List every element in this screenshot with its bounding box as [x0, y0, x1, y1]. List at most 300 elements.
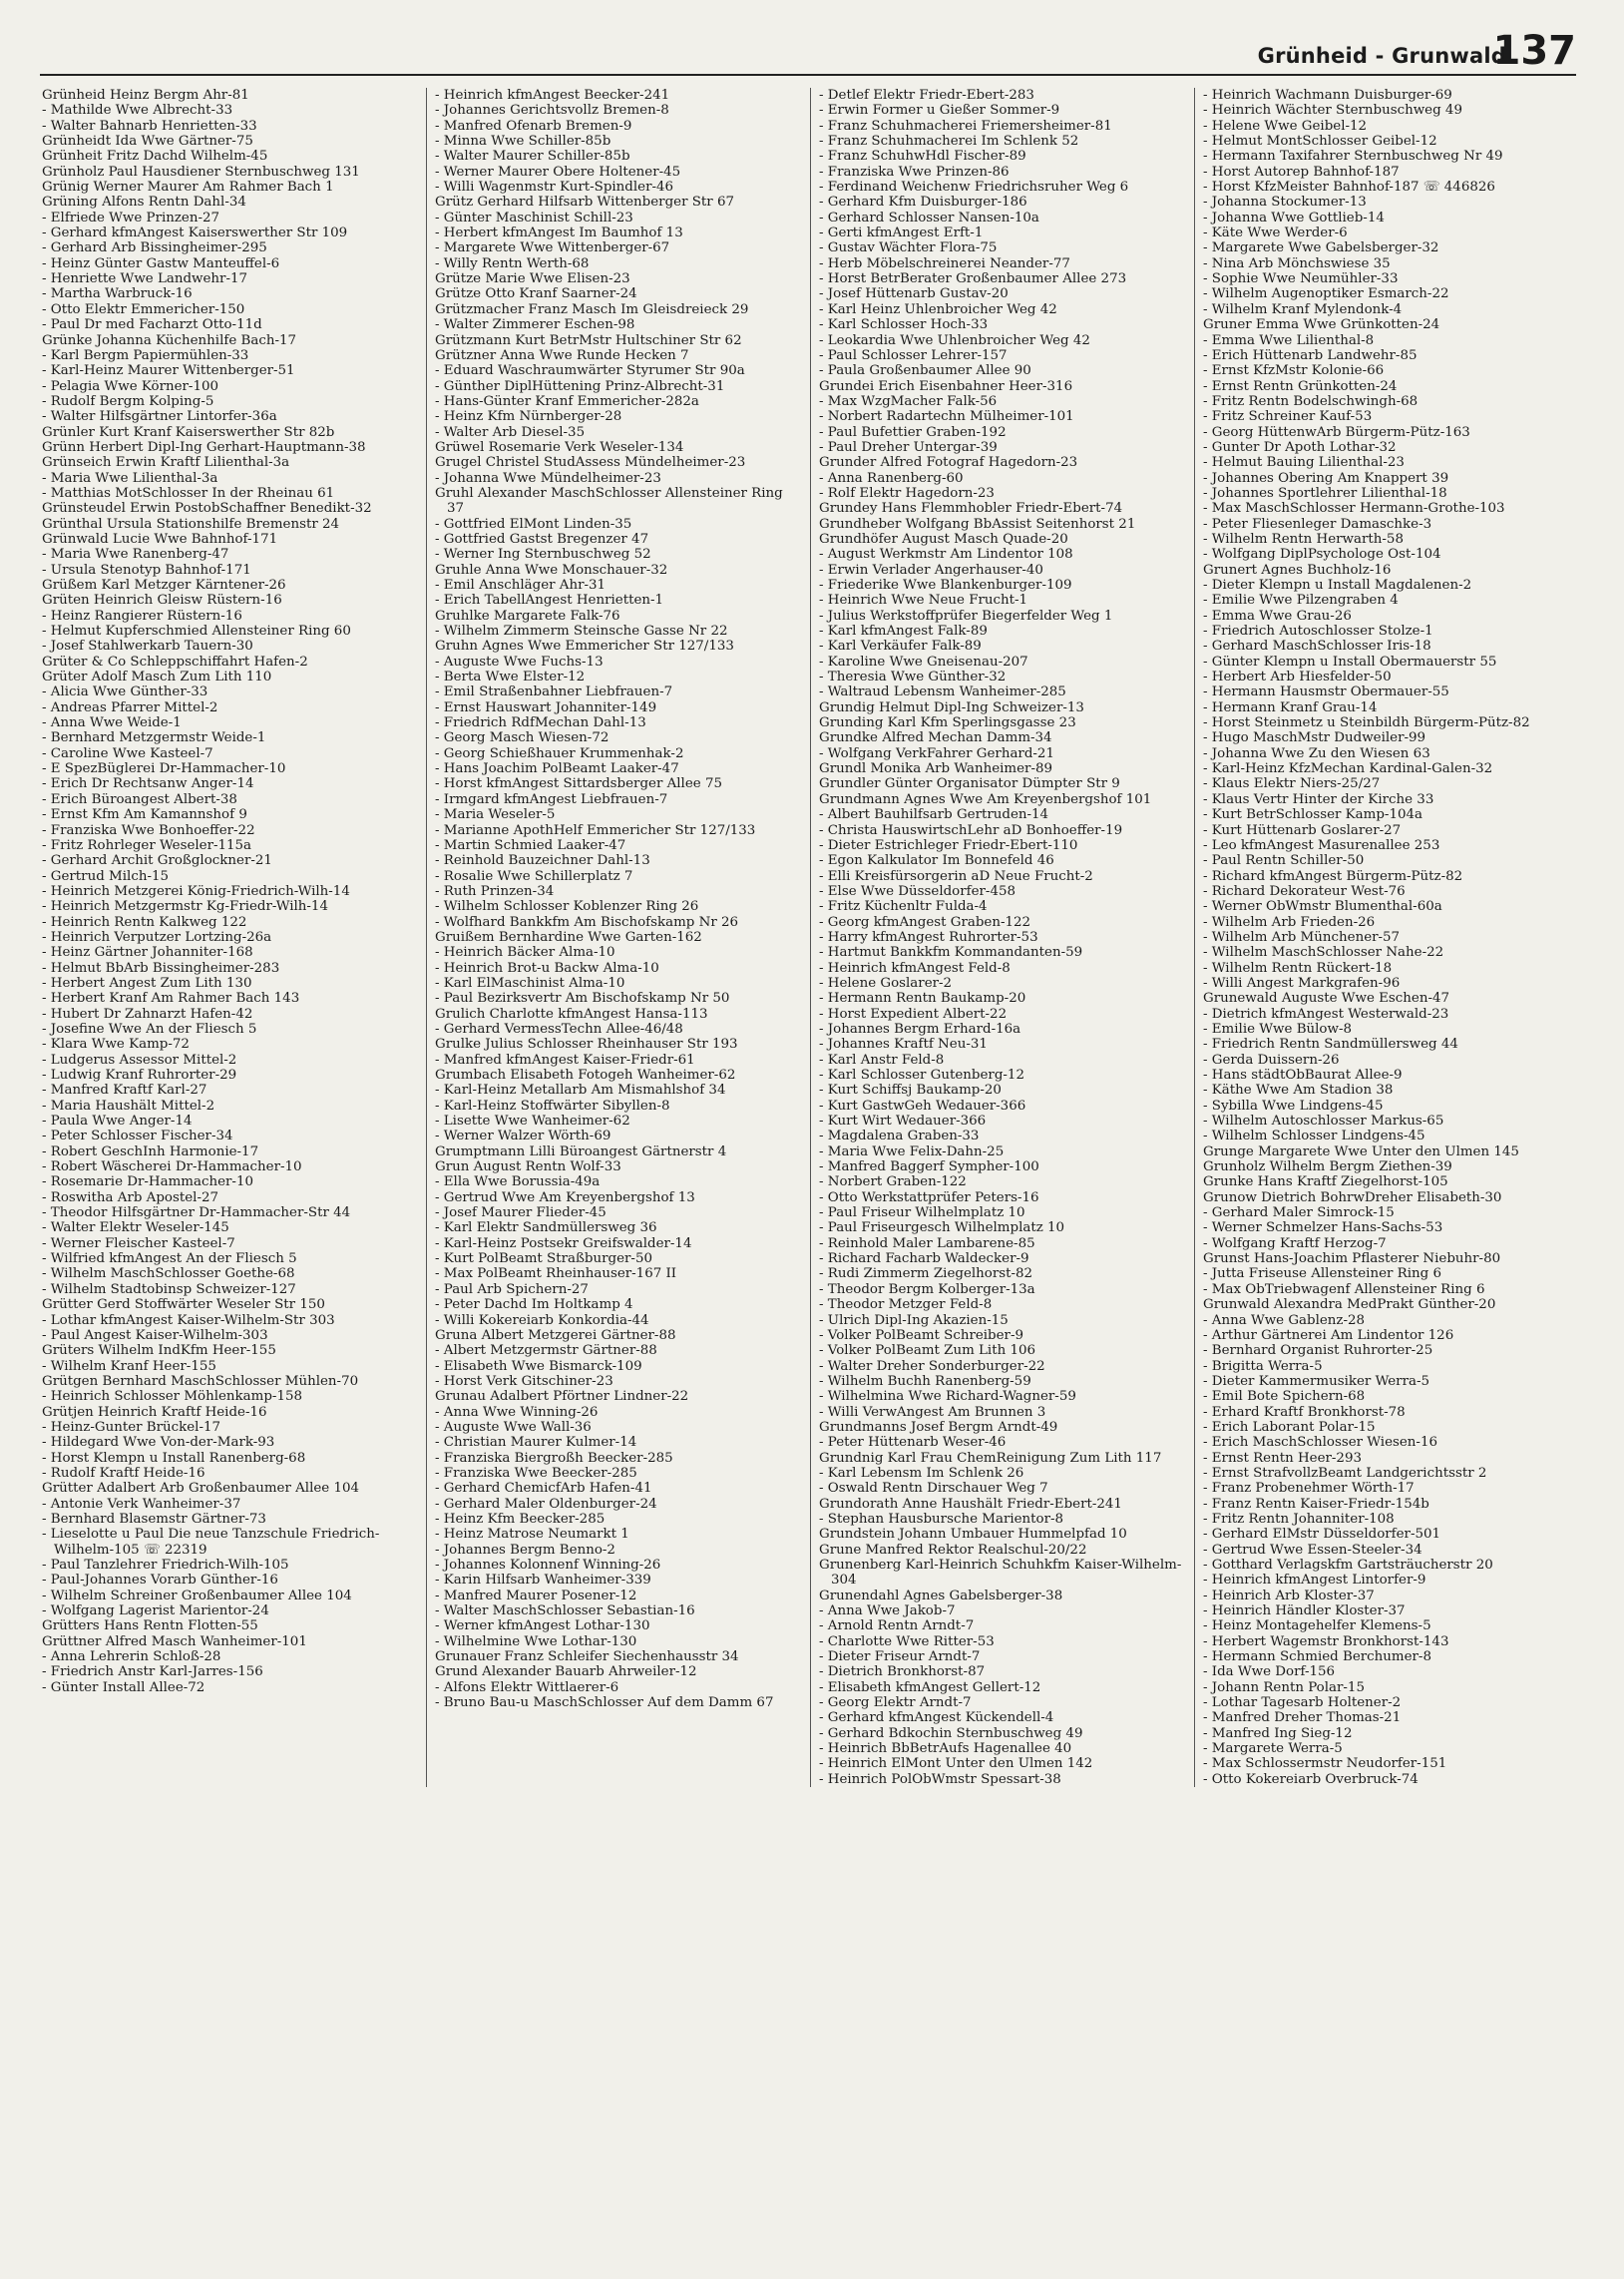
directory-entry: Grünn Herbert Dipl-Ing Gerhart-Hauptmann-38	[42, 439, 366, 455]
directory-entry: - Karl-Heinz KfzMechan Kardinal-Galen-32	[1203, 761, 1493, 777]
directory-entry: - Herbert kfmAngest Im Baumhof 13	[435, 226, 683, 241]
directory-entry: - Heinrich Metzgerei König-Friedrich-Wilh-14	[42, 883, 350, 899]
directory-entry: - Heinz Rangierer Rüstern-16	[42, 608, 242, 624]
directory-entry: Grundey Hans Flemmhobler Friedr-Ebert-74	[819, 501, 1123, 517]
directory-entry: - Emil Bote Spichern-68	[1203, 1389, 1366, 1405]
directory-entry: - Bruno Bau-u MaschSchlosser Auf dem Damm 67	[435, 1695, 774, 1711]
directory-entry: - Volker PolBeamt Zum Lith 106	[819, 1343, 1036, 1359]
directory-entry: Grunewald Auguste Wwe Eschen-47	[1203, 991, 1450, 1007]
directory-entry: - Wilhelm Schlosser Koblenzer Ring 26	[435, 899, 699, 915]
directory-entry: - Hartmut Bankkfm Kommandanten-59	[819, 945, 1083, 961]
directory-entry: - Willi Angest Markgrafen-96	[1203, 975, 1401, 991]
directory-entry: Grünheidt Ida Wwe Gärtner-75	[42, 134, 253, 150]
directory-entry: - Franz SchuhwHdl Fischer-89	[819, 149, 1026, 165]
directory-entry: - Richard Dekorateur West-76	[1203, 883, 1406, 899]
directory-entry: - Gertrud Milch-15	[42, 868, 170, 884]
directory-entry: Grund Alexander Bauarb Ahrweiler-12	[435, 1664, 697, 1680]
directory-entry: - Franz Schuhmacherei Im Schlenk 52	[819, 134, 1079, 150]
directory-entry: - Minna Wwe Schiller-85b	[435, 134, 611, 150]
directory-entry: - Maria Wwe Ranenberg-47	[42, 547, 229, 563]
directory-entry: - Karl Heinz Uhlenbroicher Weg 42	[819, 301, 1057, 317]
directory-entry: - Kurt BetrSchlosser Kamp-104a	[1203, 807, 1422, 823]
directory-entry: - Gerhard ElMstr Düsseldorfer-501	[1203, 1527, 1441, 1543]
directory-entry: - Ida Wwe Dorf-156	[1203, 1664, 1336, 1680]
directory-entry: - Gerhard Maler Simrock-15	[1203, 1205, 1395, 1221]
directory-entry: - Charlotte Wwe Ritter-53	[819, 1633, 995, 1649]
directory-entry: Gruhn Agnes Wwe Emmericher Str 127/133	[435, 639, 734, 655]
directory-entry: - Erwin Former u Gießer Sommer-9	[819, 103, 1060, 119]
directory-entry: Gruißem Bernhardine Wwe Garten-162	[435, 929, 702, 945]
directory-entry: - Dietrich kfmAngest Westerwald-23	[1203, 1006, 1449, 1022]
directory-entry: - Ella Wwe Borussia-49a	[435, 1174, 601, 1190]
directory-entry: Grun August Rentn Wolf-33	[435, 1159, 621, 1175]
directory-entry: - Friedrich Anstr Karl-Jarres-156	[42, 1664, 263, 1680]
directory-entry: - Walter Dreher Sonderburger-22	[819, 1358, 1045, 1374]
directory-entry: Gruna Albert Metzgerei Gärtner-88	[435, 1327, 676, 1343]
directory-entry: - Martin Schmied Laaker-47	[435, 837, 626, 853]
directory-entry: - Paul Tanzlehrer Friedrich-Wilh-105	[42, 1558, 289, 1573]
directory-entry: Grütter Adalbert Arb Großenbaumer Allee 104	[42, 1481, 360, 1497]
directory-entry: - Leo kfmAngest Masurenallee 253	[1203, 837, 1440, 853]
directory-entry: - Dieter Friseur Arndt-7	[819, 1649, 981, 1665]
directory-entry: Grünthal Ursula Stationshilfe Bremenstr 24	[42, 516, 340, 532]
directory-entry: - Sybilla Wwe Lindgens-45	[1203, 1098, 1384, 1114]
directory-entry: - Franz Schuhmacherei Friemersheimer-81	[819, 118, 1112, 134]
directory-entry: - Gertrud Wwe Essen-Steeler-34	[1203, 1542, 1422, 1558]
directory-entry: - Wilhelm MaschSchlosser Goethe-68	[42, 1266, 295, 1282]
directory-entry: Grunert Agnes Buchholz-16	[1203, 562, 1392, 578]
directory-entry: Grundnig Karl Frau ChemReinigung Zum Lith 117	[819, 1450, 1162, 1466]
directory-entry: - Hermann Hausmstr Obermauer-55	[1203, 684, 1449, 700]
directory-entry: - Robert GeschInh Harmonie-17	[42, 1143, 259, 1159]
directory-entry: Grunauer Franz Schleifer Siechenhausstr 34	[435, 1649, 739, 1665]
directory-entry: Grundorath Anne Haushält Friedr-Ebert-241	[819, 1496, 1122, 1512]
directory-entry: - Paul Dreher Untergar-39	[819, 439, 998, 455]
directory-entry: - Emil Straßenbahner Liebfrauen-7	[435, 684, 673, 700]
directory-entry: - Reinhold Maler Lambarene-85	[819, 1235, 1035, 1251]
directory-entry: - Gerhard Maler Oldenburger-24	[435, 1496, 657, 1512]
directory-entry: - Waltraud Lebensm Wanheimer-285	[819, 684, 1066, 700]
directory-entry: - Erhard Kraftf Bronkhorst-78	[1203, 1404, 1406, 1420]
directory-entry: - Matthias MotSchlosser In der Rheinau 61	[42, 485, 335, 501]
directory-entry: - Paula Wwe Anger-14	[42, 1114, 193, 1130]
directory-entry: - Hermann Schmied Berchumer-8	[1203, 1649, 1431, 1665]
directory-entry: Grunder Alfred Fotograf Hagedorn-23	[819, 455, 1078, 471]
directory-entry: - Franziska Biergroßh Beecker-285	[435, 1450, 673, 1466]
directory-entry: - Heinz Kfm Beecker-285	[435, 1511, 606, 1527]
directory-entry: - Karl Verkäufer Falk-89	[819, 639, 982, 655]
directory-entry: - Gottfried Gastst Bregenzer 47	[435, 531, 649, 547]
directory-entry: - Manfred kfmAngest Kaiser-Friedr-61	[435, 1052, 695, 1068]
page-header	[40, 28, 1576, 74]
directory-entry: - Wilhelm Augenoptiker Esmarch-22	[1203, 286, 1449, 302]
directory-entry: - Else Wwe Düsseldorfer-458	[819, 883, 1016, 899]
directory-entry: - Egon Kalkulator Im Bonnefeld 46	[819, 853, 1054, 869]
directory-entry: - Klaus Vertr Hinter der Kirche 33	[1203, 791, 1434, 807]
header-rule	[40, 74, 1576, 76]
directory-entry: - Wilhelm MaschSchlosser Nahe-22	[1203, 945, 1444, 961]
directory-columns	[42, 88, 1578, 1787]
directory-entry: - Ernst Rentn Heer-293	[1203, 1450, 1362, 1466]
directory-entry: Grütjen Heinrich Kraftf Heide-16	[42, 1404, 267, 1420]
directory-entry: - Werner Ing Sternbuschweg 52	[435, 547, 651, 563]
directory-entry: Grüten Heinrich Gleisw Rüstern-16	[42, 593, 282, 609]
directory-entry: - Gerhard Archit Großglockner-21	[42, 853, 272, 869]
directory-entry: - Lothar Tagesarb Holtener-2	[1203, 1695, 1402, 1711]
directory-entry: - Horst Autorep Bahnhof-187	[1203, 164, 1400, 180]
directory-entry: Grütz Gerhard Hilfsarb Wittenberger Str 67	[435, 195, 734, 211]
directory-entry: - Erich Dr Rechtsanw Anger-14	[42, 776, 254, 792]
directory-entry: Grünsteudel Erwin PostobSchaffner Benedikt-32	[42, 501, 372, 517]
directory-entry: - Wolfgang VerkFahrer Gerhard-21	[819, 745, 1054, 761]
directory-entry: - Alfons Elektr Wittlaerer-6	[435, 1679, 619, 1695]
directory-entry: - Hermann Taxifahrer Sternbuschweg Nr 49	[1203, 149, 1503, 165]
directory-entry: Grützmacher Franz Masch Im Gleisdreieck 29	[435, 301, 749, 317]
directory-entry: - Helene Wwe Geibel-12	[1203, 118, 1368, 134]
directory-entry: Grüter & Co Schleppschiffahrt Hafen-2	[42, 654, 308, 670]
directory-entry: Gruhle Anna Wwe Monschauer-32	[435, 562, 668, 578]
directory-entry: - Heinrich ElMont Unter den Ulmen 142	[819, 1756, 1093, 1772]
directory-entry: - Elisabeth Wwe Bismarck-109	[435, 1358, 642, 1374]
directory-entry: - Margarete Wwe Wittenberger-67	[435, 240, 670, 256]
directory-entry: - Horst kfmAngest Sittardsberger Allee 75	[435, 776, 722, 792]
column-3	[810, 88, 1194, 1787]
directory-entry: - Stephan Hausbursche Marientor-8	[819, 1511, 1064, 1527]
directory-entry: - Ferdinand Weichenw Friedrichsruher Weg 6	[819, 180, 1129, 196]
directory-entry: - Walter Hilfsgärtner Lintorfer-36a	[42, 409, 277, 425]
directory-entry: - Klaus Elektr Niers-25/27	[1203, 776, 1381, 792]
directory-entry: Grulke Julius Schlosser Rheinhauser Str 193	[435, 1037, 738, 1053]
directory-entry: - Henriette Wwe Landwehr-17	[42, 271, 248, 287]
directory-entry: - Wilhelm Rentn Herwarth-58	[1203, 531, 1404, 547]
directory-entry: - Bernhard Organist Ruhrorter-25	[1203, 1343, 1433, 1359]
directory-entry: - Richard kfmAngest Bürgerm-Pütz-82	[1203, 868, 1463, 884]
directory-entry: Grune Manfred Rektor Realschul-20/22	[819, 1542, 1087, 1558]
directory-entry: - Josef Stahlwerkarb Tauern-30	[42, 639, 253, 655]
directory-entry: - Josefine Wwe An der Fliesch 5	[42, 1021, 257, 1037]
directory-entry: - Helmut Kupferschmied Allensteiner Ring 60	[42, 624, 351, 640]
directory-entry: Grünke Johanna Küchenhilfe Bach-17	[42, 332, 297, 348]
directory-entry: - Jutta Friseuse Allensteiner Ring 6	[1203, 1266, 1442, 1282]
directory-entry: - Auguste Wwe Wall-36	[435, 1419, 592, 1435]
directory-entry: - Werner Schmelzer Hans-Sachs-53	[1203, 1220, 1443, 1236]
directory-entry: - Manfred Maurer Posener-12	[435, 1588, 637, 1603]
directory-entry: - Willi Kokereiarb Konkordia-44	[435, 1312, 649, 1328]
directory-entry: - Heinz Montagehelfer Klemens-5	[1203, 1618, 1431, 1634]
directory-entry: - Martha Warbruck-16	[42, 286, 193, 302]
directory-entry: - Rudolf Kraftf Heide-16	[42, 1465, 205, 1481]
directory-entry: - Manfred Dreher Thomas-21	[1203, 1710, 1402, 1726]
directory-entry: - Walter Zimmerer Eschen-98	[435, 317, 635, 333]
directory-entry: - Wilhelm Stadtobinsp Schweizer-127	[42, 1281, 296, 1297]
directory-entry: - Johannes Sportlehrer Lilienthal-18	[1203, 485, 1447, 501]
directory-entry: - Robert Wäscherei Dr-Hammacher-10	[42, 1159, 302, 1175]
directory-entry: - Emma Wwe Lilienthal-8	[1203, 332, 1375, 348]
directory-entry: - Paul Arb Spichern-27	[435, 1281, 589, 1297]
directory-entry: - Horst Expedient Albert-22	[819, 1006, 1008, 1022]
directory-entry: - Maria Wwe Felix-Dahn-25	[819, 1143, 1005, 1159]
directory-entry: - Anna Lehrerin Schloß-28	[42, 1649, 221, 1665]
directory-entry: - Heinrich PolObWmstr Spessart-38	[819, 1771, 1061, 1787]
directory-entry: - Gunter Dr Apoth Lothar-32	[1203, 439, 1397, 455]
directory-entry: - Heinrich Brot-u Backw Alma-10	[435, 960, 659, 976]
directory-entry: - Berta Wwe Elster-12	[435, 670, 586, 685]
directory-entry: - Walter Maurer Schiller-85b	[435, 149, 630, 165]
directory-entry: - Johanna Wwe Zu den Wiesen 63	[1203, 745, 1430, 761]
directory-entry: - Anna Wwe Gablenz-28	[1203, 1312, 1366, 1328]
directory-entry: - Ernst KfzMstr Kolonie-66	[1203, 363, 1385, 379]
directory-entry: - Georg HüttenwArb Bürgerm-Pütz-163	[1203, 424, 1470, 440]
directory-entry: - Gottfried ElMont Linden-35	[435, 516, 632, 532]
directory-entry: - Heinrich BbBetrAufs Hagenallee 40	[819, 1741, 1072, 1757]
column-1	[42, 88, 426, 1787]
directory-entry: - Johannes Bergm Erhard-16a	[819, 1021, 1021, 1037]
directory-entry: Grünler Kurt Kranf Kaiserswerther Str 82b	[42, 424, 335, 440]
directory-entry: Grüwel Rosemarie Verk Weseler-134	[435, 439, 684, 455]
directory-entry: - Erich Büroangest Albert-38	[42, 791, 237, 807]
directory-entry: - Ulrich Dipl-Ing Akazien-15	[819, 1312, 1009, 1328]
directory-entry: Grützner Anna Wwe Runde Hecken 7	[435, 347, 689, 363]
directory-entry: - Gerhard ChemicfArb Hafen-41	[435, 1481, 652, 1497]
directory-entry: - Horst KfzMeister Bahnhof-187 ☏ 446826	[1203, 180, 1495, 196]
directory-entry: - Irmgard kfmAngest Liebfrauen-7	[435, 791, 668, 807]
directory-entry: - Heinrich Verputzer Lortzing-26a	[42, 929, 272, 945]
directory-entry: - Josef Maurer Flieder-45	[435, 1205, 607, 1221]
directory-entry: - Hans-Günter Kranf Emmericher-282a	[435, 393, 699, 409]
directory-entry: - Gotthard Verlagskfm Gartsträucherstr 20	[1203, 1558, 1493, 1573]
directory-entry: Grunau Adalbert Pförtner Lindner-22	[435, 1389, 689, 1405]
directory-entry: Grunwald Alexandra MedPrakt Günther-20	[1203, 1297, 1496, 1313]
directory-entry: Gruhl Alexander MaschSchlosser Allensteiner Ring 37	[435, 485, 783, 517]
directory-entry: - Emilie Wwe Pilzengraben 4	[1203, 593, 1399, 609]
directory-entry: - Albert Bauhilfsarb Gertruden-14	[819, 807, 1049, 823]
directory-entry: Grütters Hans Rentn Flotten-55	[42, 1618, 258, 1634]
directory-entry: - Herbert Wagemstr Bronkhorst-143	[1203, 1633, 1449, 1649]
directory-entry: - Nina Arb Mönchswiese 35	[1203, 255, 1391, 271]
directory-entry: - Franziska Wwe Beecker-285	[435, 1465, 637, 1481]
directory-entry: - Gerhard Arb Bissingheimer-295	[42, 240, 267, 256]
directory-entry: - Karoline Wwe Gneisenau-207	[819, 654, 1028, 670]
directory-entry: - Theodor Bergm Kolberger-13a	[819, 1281, 1035, 1297]
directory-entry: - Heinrich kfmAngest Feld-8	[819, 960, 1011, 976]
directory-entry: - Herb Möbelschreinerei Neander-77	[819, 255, 1070, 271]
directory-entry: Grütgen Bernhard MaschSchlosser Mühlen-70	[42, 1373, 359, 1389]
directory-entry: - Emilie Wwe Bülow-8	[1203, 1021, 1353, 1037]
directory-entry: - Erich Hüttenarb Landwehr-85	[1203, 347, 1418, 363]
directory-entry: - Elisabeth kfmAngest Gellert-12	[819, 1679, 1041, 1695]
directory-entry: - Paul Friseur Wilhelmplatz 10	[819, 1205, 1025, 1221]
directory-entry: - Kurt Wirt Wedauer-366	[819, 1114, 987, 1130]
directory-entry: - Wilhelm Kranf Mylendonk-4	[1203, 301, 1403, 317]
directory-entry: - Georg Masch Wiesen-72	[435, 730, 609, 746]
directory-entry: Grumbach Elisabeth Fotogeh Wanheimer-62	[435, 1068, 736, 1083]
directory-entry: - Friedrich Rentn Sandmüllersweg 44	[1203, 1037, 1458, 1053]
directory-entry: - Karl Bergm Papiermühlen-33	[42, 347, 249, 363]
directory-entry: - Oswald Rentn Dirschauer Weg 7	[819, 1481, 1048, 1497]
directory-entry: - Günter Klempn u Install Obermauerstr 55	[1203, 654, 1497, 670]
directory-entry: - Erich TabellAngest Henrietten-1	[435, 593, 664, 609]
directory-entry: - Franziska Wwe Bonhoeffer-22	[42, 822, 255, 838]
directory-entry: - Ernst Kfm Am Kamannshof 9	[42, 807, 247, 823]
directory-entry: - Heinz Gärtner Johanniter-168	[42, 945, 253, 961]
directory-entry: - Bernhard Blasemstr Gärtner-73	[42, 1511, 266, 1527]
directory-entry: - Heinrich Bäcker Alma-10	[435, 945, 615, 961]
directory-entry: - Wilfried kfmAngest An der Fliesch 5	[42, 1251, 297, 1267]
directory-entry: - Peter Schlosser Fischer-34	[42, 1129, 233, 1144]
running-head: Grünheid - Grunwald	[1257, 44, 1506, 68]
directory-entry: Gruner Emma Wwe Grünkotten-24	[1203, 317, 1440, 333]
directory-entry: - Wolfgang Lagerist Marientor-24	[42, 1603, 269, 1619]
column-2	[426, 88, 810, 1787]
directory-entry: - Walter MaschSchlosser Sebastian-16	[435, 1603, 695, 1619]
directory-entry: - Dieter Kammermusiker Werra-5	[1203, 1373, 1429, 1389]
directory-entry: Grüning Alfons Rentn Dahl-34	[42, 195, 246, 211]
directory-entry: - Sophie Wwe Neumühler-33	[1203, 271, 1399, 287]
directory-entry: - Max WzgMacher Falk-56	[819, 393, 998, 409]
directory-entry: Grundheber Wolfgang BbAssist Seitenhorst 21	[819, 516, 1136, 532]
directory-entry: - Günter Maschinist Schill-23	[435, 210, 633, 226]
directory-entry: - Peter Dachd Im Holtkamp 4	[435, 1297, 633, 1313]
directory-entry: - Johannes Obering Am Knappert 39	[1203, 470, 1449, 486]
directory-entry: - Gerhard VermessTechn Allee-46/48	[435, 1021, 683, 1037]
directory-entry: - Kurt Hüttenarb Goslarer-27	[1203, 822, 1402, 838]
directory-entry: - Helmut MontSchlosser Geibel-12	[1203, 134, 1437, 150]
directory-entry: - Kurt GastwGeh Wedauer-366	[819, 1098, 1026, 1114]
directory-entry: - Peter Hüttenarb Weser-46	[819, 1435, 1007, 1451]
directory-entry: - Johannes Bergm Benno-2	[435, 1542, 615, 1558]
directory-entry: - Rosemarie Dr-Hammacher-10	[42, 1174, 253, 1190]
directory-entry: - Willy Rentn Werth-68	[435, 255, 590, 271]
directory-entry: - Erich MaschSchlosser Wiesen-16	[1203, 1435, 1437, 1451]
directory-entry: - Willi VerwAngest Am Brunnen 3	[819, 1404, 1046, 1420]
directory-entry: - Günter Install Allee-72	[42, 1679, 205, 1695]
directory-entry: - Christa HauswirtschLehr aD Bonhoeffer-19	[819, 822, 1123, 838]
directory-entry: - Franz Probenehmer Wörth-17	[1203, 1481, 1415, 1497]
directory-entry: - Hubert Dr Zahnarzt Hafen-42	[42, 1006, 253, 1022]
directory-entry: - Herbert Arb Hiesfelder-50	[1203, 670, 1392, 685]
directory-entry: - Paul Angest Kaiser-Wilhelm-303	[42, 1327, 268, 1343]
directory-entry: - Karl Schlosser Gutenberg-12	[819, 1068, 1024, 1083]
directory-entry: - Ernst Hauswart Johanniter-149	[435, 699, 657, 715]
directory-entry: - Johanna Wwe Gottlieb-14	[1203, 210, 1385, 226]
directory-entry: - Margarete Werra-5	[1203, 1741, 1343, 1757]
directory-entry: Grunge Margarete Wwe Unter den Ulmen 145	[1203, 1143, 1519, 1159]
directory-entry: Grünheid Heinz Bergm Ahr-81	[42, 88, 249, 103]
directory-entry: Grunst Hans-Joachim Pflasterer Niebuhr-80	[1203, 1251, 1501, 1267]
directory-entry: Grunding Karl Kfm Sperlingsgasse 23	[819, 715, 1076, 731]
directory-entry: - Georg kfmAngest Graben-122	[819, 914, 1031, 930]
directory-entry: - Gerda Duissern-26	[1203, 1052, 1340, 1068]
directory-entry: - Gerhard Bdkochin Sternbuschweg 49	[819, 1725, 1083, 1741]
directory-entry: - Lisette Wwe Wanheimer-62	[435, 1114, 630, 1130]
directory-entry: - Wilhelm Rentn Rückert-18	[1203, 960, 1393, 976]
directory-entry: - Ernst Rentn Grünkotten-24	[1203, 378, 1398, 394]
directory-entry: Grünseich Erwin Kraftf Lilienthal-3a	[42, 455, 290, 471]
directory-entry: - Volker PolBeamt Schreiber-9	[819, 1327, 1024, 1343]
directory-entry: - Karl Elektr Sandmüllersweg 36	[435, 1220, 657, 1236]
directory-entry: - Theresia Wwe Günther-32	[819, 670, 1007, 685]
directory-entry: - Horst Verk Gitschiner-23	[435, 1373, 613, 1389]
directory-entry: Grundl Monika Arb Wanheimer-89	[819, 761, 1053, 777]
directory-entry: - Fritz Schreiner Kauf-53	[1203, 409, 1373, 425]
directory-entry: - Walter Arb Diesel-35	[435, 424, 586, 440]
directory-entry: - Christian Maurer Kulmer-14	[435, 1435, 637, 1451]
directory-entry: - Marianne ApothHelf Emmericher Str 127/133	[435, 822, 756, 838]
directory-entry: - Werner Maurer Obere Holtener-45	[435, 164, 681, 180]
directory-entry: - Werner kfmAngest Lothar-130	[435, 1618, 650, 1634]
directory-entry: Grütze Otto Kranf Saarner-24	[435, 286, 637, 302]
directory-entry: - Kurt PolBeamt Straßburger-50	[435, 1251, 652, 1267]
directory-entry: - Erich Laborant Polar-15	[1203, 1419, 1376, 1435]
directory-entry: - Wilhelm Arb Münchener-57	[1203, 929, 1401, 945]
directory-entry: - Bernhard Metzgermstr Weide-1	[42, 730, 266, 746]
directory-entry: - Wilhelm Zimmerm Steinsche Gasse Nr 22	[435, 624, 728, 640]
directory-entry: - Wilhelmina Wwe Richard-Wagner-59	[819, 1389, 1076, 1405]
directory-entry: - Georg Elektr Arndt-7	[819, 1695, 972, 1711]
directory-entry: Grütze Marie Wwe Elisen-23	[435, 271, 630, 287]
directory-entry: - Wilhelm Buchh Ranenberg-59	[819, 1373, 1031, 1389]
directory-entry: - Lothar kfmAngest Kaiser-Wilhelm-Str 303	[42, 1312, 335, 1328]
directory-entry: - Klara Wwe Kamp-72	[42, 1037, 190, 1053]
directory-entry: - Anna Wwe Jakob-7	[819, 1603, 956, 1619]
directory-entry: - Ernst StrafvollzBeamt Landgerichtsstr 2	[1203, 1465, 1487, 1481]
directory-entry: - Hans Joachim PolBeamt Laaker-47	[435, 761, 679, 777]
directory-entry: - Manfred Baggerf Sympher-100	[819, 1159, 1039, 1175]
directory-entry: - Hermann Rentn Baukamp-20	[819, 991, 1026, 1007]
directory-entry: Grundler Günter Organisator Dümpter Str 9	[819, 776, 1120, 792]
directory-entry: Grünig Werner Maurer Am Rahmer Bach 1	[42, 180, 334, 196]
directory-entry: - Johannes Kraftf Neu-31	[819, 1037, 988, 1053]
directory-entry: - Heinrich kfmAngest Lintorfer-9	[1203, 1573, 1426, 1589]
directory-entry: - Fritz Rentn Bodelschwingh-68	[1203, 393, 1419, 409]
directory-entry: - Gerhard Kfm Duisburger-186	[819, 195, 1027, 211]
directory-entry: - Wolfgang DiplPsychologe Ost-104	[1203, 547, 1441, 563]
directory-entry: - Paula Großenbaumer Allee 90	[819, 363, 1031, 379]
directory-entry: - Dietrich Bronkhorst-87	[819, 1664, 986, 1680]
directory-entry: - E SpezBüglerei Dr-Hammacher-10	[42, 761, 286, 777]
directory-entry: - Rudi Zimmerm Ziegelhorst-82	[819, 1266, 1033, 1282]
directory-entry: - Theodor Hilfsgärtner Dr-Hammacher-Str 44	[42, 1205, 351, 1221]
directory-entry: - Harry kfmAngest Ruhrorter-53	[819, 929, 1038, 945]
directory-entry: - Brigitta Werra-5	[1203, 1358, 1323, 1374]
directory-entry: - Käthe Wwe Am Stadion 38	[1203, 1083, 1394, 1099]
directory-entry: Grünwald Lucie Wwe Bahnhof-171	[42, 531, 278, 547]
directory-entry: Grunke Hans Kraftf Ziegelhorst-105	[1203, 1174, 1448, 1190]
directory-entry: - Arthur Gärtnerei Am Lindentor 126	[1203, 1327, 1454, 1343]
directory-entry: - Franz Rentn Kaiser-Friedr-154b	[1203, 1496, 1429, 1512]
directory-entry: - Rosalie Wwe Schillerplatz 7	[435, 868, 633, 884]
directory-entry: - Magdalena Graben-33	[819, 1129, 980, 1144]
directory-entry: Grüttner Alfred Masch Wanheimer-101	[42, 1633, 307, 1649]
directory-entry: - Paul Bufettier Graben-192	[819, 424, 1007, 440]
directory-entry: - Johannes Kolonnenf Winning-26	[435, 1558, 661, 1573]
directory-entry: - Paul-Johannes Vorarb Günther-16	[42, 1573, 278, 1589]
directory-entry: Grunendahl Agnes Gabelsberger-38	[819, 1588, 1063, 1603]
directory-entry: - Johann Rentn Polar-15	[1203, 1679, 1365, 1695]
directory-entry: - Anna Wwe Weide-1	[42, 715, 182, 731]
directory-entry: - Wolfhard Bankkfm Am Bischofskamp Nr 26	[435, 914, 739, 930]
directory-entry: - Arnold Rentn Arndt-7	[819, 1618, 975, 1634]
directory-entry: - Emil Anschläger Ahr-31	[435, 578, 607, 593]
directory-entry: - Franziska Wwe Prinzen-86	[819, 164, 1010, 180]
directory-entry: - Theodor Metzger Feld-8	[819, 1297, 993, 1313]
directory-entry: - Wilhelm Autoschlosser Markus-65	[1203, 1114, 1444, 1130]
directory-entry: - Anna Ranenberg-60	[819, 470, 964, 486]
directory-entry: - Peter Fliesenleger Damaschke-3	[1203, 516, 1432, 532]
directory-entry: Grundhöfer August Masch Quade-20	[819, 531, 1068, 547]
directory-entry: - Elfriede Wwe Prinzen-27	[42, 210, 220, 226]
directory-entry: - Gerhard Schlosser Nansen-10a	[819, 210, 1039, 226]
